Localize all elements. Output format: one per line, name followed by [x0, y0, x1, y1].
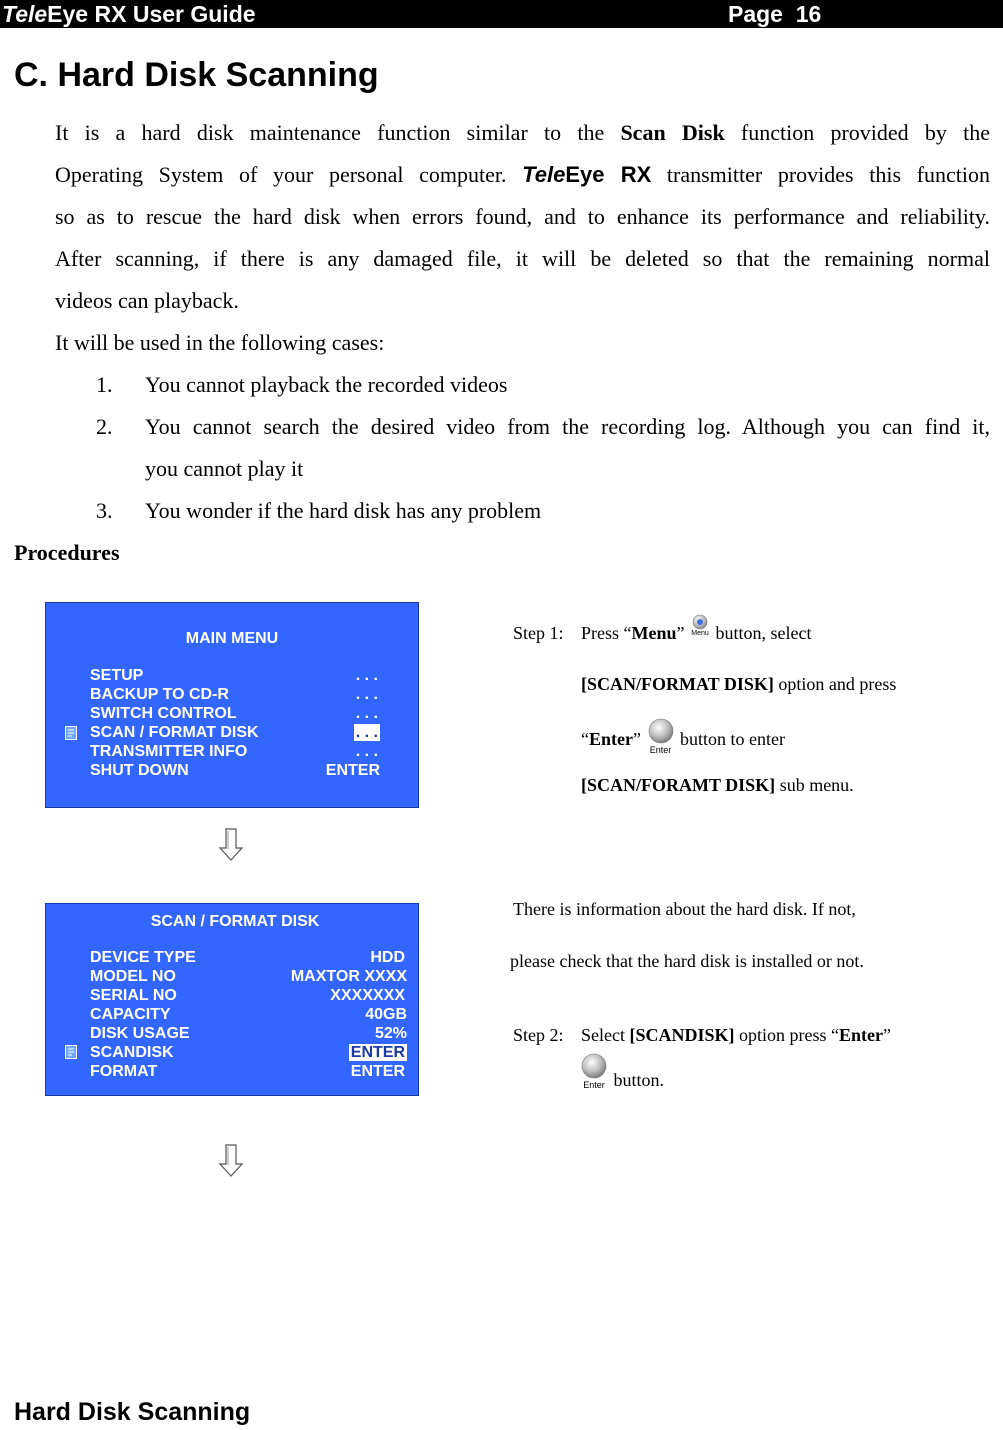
scandisk-label-selected[interactable]: SCANDISK [90, 1044, 174, 1061]
menu-button-icon: Menu [689, 614, 711, 636]
step2-label: Step 2: [513, 1025, 564, 1045]
list-number: 1. [96, 372, 113, 397]
menu-item-value: . . . [355, 667, 378, 684]
menu-item-label[interactable]: BACKUP TO CD-R [90, 686, 229, 703]
step2-line2: Enter button. [579, 1052, 664, 1092]
menu-item-value: ENTER [325, 762, 380, 779]
enter-button-icon: Enter [579, 1052, 609, 1092]
step1-line3: “Enter” Enter button to enter [581, 722, 785, 760]
menu-item-value: . . . [355, 686, 378, 703]
scan-format-screen [45, 903, 419, 1096]
enter-button-icon: Enter [646, 718, 676, 756]
info-label: CAPACITY [90, 1006, 171, 1023]
info-label: DEVICE TYPE [90, 949, 196, 966]
info-value: XXXXXXX [330, 987, 405, 1004]
menu-item-label-selected[interactable]: SCAN / FORMAT DISK [90, 724, 259, 741]
menu-item-label[interactable]: TRANSMITTER INFO [90, 743, 248, 760]
intro-line: It is a hard disk maintenance function similar to the Scan Disk function provided by the [55, 120, 990, 145]
intro-paragraph [55, 112, 990, 364]
list-number: 3. [96, 498, 113, 523]
info-label: SERIAL NO [90, 987, 177, 1004]
list-item: You cannot playback the recorded videos [145, 372, 508, 397]
menu-cursor-icon [65, 726, 77, 740]
step1-label: Step 1: [513, 623, 564, 643]
info-value: HDD [370, 949, 405, 966]
page-number: Page 16 [728, 1, 822, 27]
main-menu-title: MAIN MENU [185, 630, 279, 647]
menu-item-label[interactable]: SWITCH CONTROL [90, 705, 237, 722]
intro-line: It will be used in the following cases: [55, 330, 385, 355]
list-item: You cannot search the desired video from the recording log. Although you can find it, [145, 414, 990, 439]
list-number: 2. [96, 414, 113, 439]
step1-line1: Press “Menu” Menu button, select [581, 622, 811, 646]
menu-item-label[interactable]: SHUT DOWN [90, 762, 189, 779]
step1-line4: [SCAN/FORAMT DISK] sub menu. [581, 775, 854, 795]
down-arrow-icon [218, 1144, 244, 1178]
menu-item-value: . . . [355, 743, 378, 760]
menu-item-value: . . . [355, 705, 378, 722]
scan-menu-title: SCAN / FORMAT DISK [150, 913, 320, 930]
info-line2: please check that the hard disk is installed or not. [510, 951, 864, 971]
main-menu-screen [45, 602, 419, 808]
intro-line: After scanning, if there is any damaged file, it will be deleted so that the remaining normal [55, 246, 990, 271]
scandisk-enter-selected[interactable]: ENTER [350, 1044, 405, 1061]
step1-line2: [SCAN/FORMAT DISK] option and press [581, 674, 897, 694]
header-title: TeleEye RX User Guide [2, 1, 256, 27]
section-title: C. Hard Disk Scanning [14, 56, 379, 94]
step2-line1: Select [SCANDISK] option press “Enter” [581, 1025, 891, 1045]
info-label: MODEL NO [90, 968, 176, 985]
info-value: 40GB [365, 1006, 407, 1023]
intro-line: videos can playback. [55, 288, 239, 313]
info-value: 52% [374, 1025, 407, 1042]
menu-item-value-selected: . . . [355, 724, 378, 741]
menu-cursor-icon [65, 1045, 77, 1059]
format-enter[interactable]: ENTER [350, 1063, 405, 1080]
intro-line: Operating System of your personal computer. TeleEye RX transmitter provides this function [55, 162, 990, 187]
info-value: MAXTOR XXXX [290, 968, 407, 985]
info-label: DISK USAGE [90, 1025, 190, 1042]
footer-title: Hard Disk Scanning [14, 1398, 251, 1426]
menu-item-label[interactable]: SETUP [90, 667, 144, 684]
list-item: You wonder if the hard disk has any problem [145, 498, 542, 523]
header-bar [0, 0, 1003, 28]
down-arrow-icon [218, 828, 244, 862]
format-label[interactable]: FORMAT [90, 1063, 158, 1080]
list-item-continued: you cannot play it [145, 456, 304, 481]
procedures-heading: Procedures [14, 540, 120, 565]
info-line1: There is information about the hard disk. If not, [513, 899, 856, 919]
intro-line: so as to rescue the hard disk when errors found, and to enhance its performance and reliability. [55, 204, 990, 229]
